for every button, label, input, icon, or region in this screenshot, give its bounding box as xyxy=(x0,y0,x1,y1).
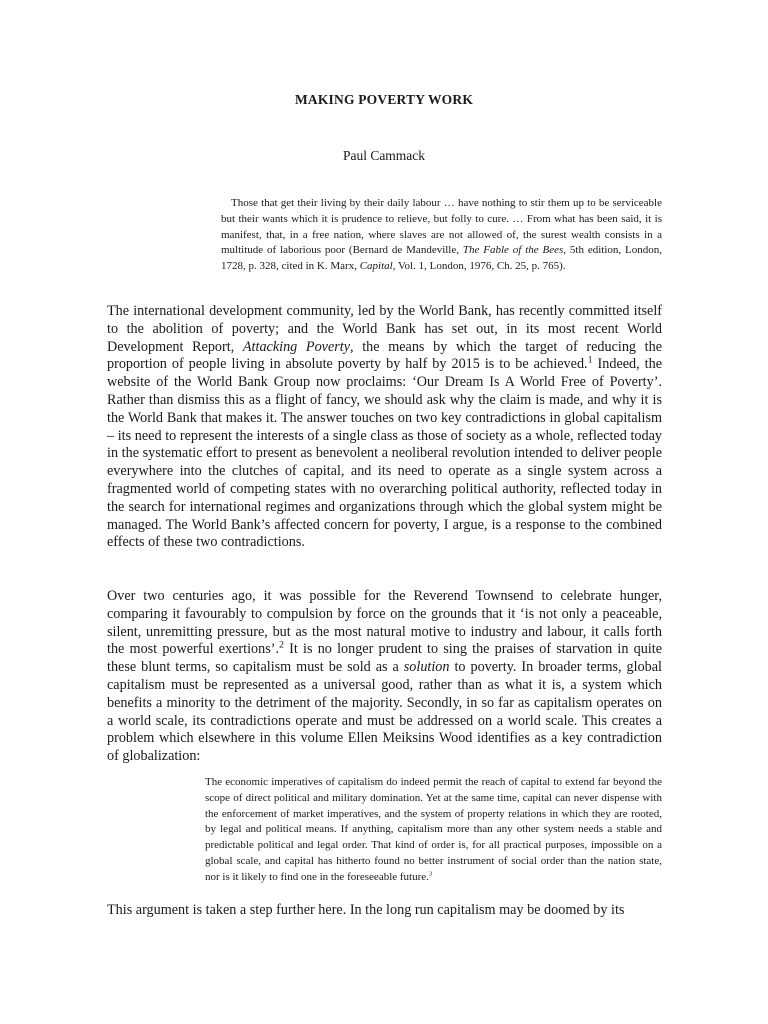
footnote-ref-3[interactable]: 3 xyxy=(428,870,433,878)
epigraph xyxy=(221,196,662,275)
epigraph-text xyxy=(221,196,662,275)
paragraph-1 xyxy=(107,303,662,552)
block-quotation-text: The economic imperatives of capitalism do indeed permit the reach of capital to extend far beyond the scope of direct political and military domination. Yet at the same time, capital can never dispense with the enforcement of market imperatives, and the system of property relations in which they are rooted, by legal and political means. If anything, capitalism more than any other system needs a stable and predictable political and legal order. That kind of order is, for all practical purposes, impossible on a global scale, and capital has hitherto found no better instrument of social order than the nation state, nor is it likely to find one in the foreseeable future. xyxy=(205,776,662,883)
author-name: Paul Cammack xyxy=(342,148,426,163)
solution-emphasis: solution xyxy=(403,659,450,676)
epigraph-capital-title: Capital xyxy=(359,260,393,273)
paragraph-3 xyxy=(107,902,662,920)
epigraph-book-title: The Fable of the Bees xyxy=(462,244,564,257)
paragraph-2 xyxy=(107,588,662,766)
paragraph-1-part-3: Indeed, the website of the World Bank Group now proclaims: ‘Our Dream Is A World Free of Poverty’. Rather than dismiss this as a flight of fancy, we should ask why the claim is made, and why it is the World Bank that makes it. The answer touches on two key contradictions in global capitalism – its need to represent the interests of a single class as those of society as a whole, reflected today in the systematic effort to present as benevolent a neoliberal revolution intended to deliver people everywhere into the clutches of capital, and its need to operate as a single system across a fragmented world of competing states with no overarching political authority, reflected today in the search for international regimes and organizations through which the global system might be managed. The World Bank’s affected concern for poverty, I argue, is a response to the combined effects of these two contradictions. xyxy=(107,356,662,551)
paragraph-1-part-1: The international development community, led by the World Bank, has recently committed itself to the abolition of poverty; and the World Bank has set out, in its most recent World Development Report, xyxy=(107,303,662,355)
paragraph-3-text: This argument is taken a step further here. In the long run capitalism may be doomed by its xyxy=(107,902,625,918)
footnote-ref-2[interactable]: 2 xyxy=(279,639,284,651)
footnote-ref-1[interactable]: 1 xyxy=(587,354,593,366)
block-quotation xyxy=(205,775,662,886)
paragraph-2-part-2: It is no longer prudent to sing the praises of starvation in quite these blunt terms, so capitalism must be sold as a xyxy=(107,641,663,676)
paragraph-2-part-3: to poverty. In broader terms, global capitalism must be represented as a universal good, rather than as what it is, a system which benefits a minority to the detriment of the majority. Secondly, in so far as capitalism operates on a world scale, its contradictions operate and must be addressed on a world scale. This creates a problem which elsewhere in this volume Ellen Meiksins Wood identifies as a key contradiction of globalization: xyxy=(107,659,662,765)
report-title: Attacking Poverty xyxy=(242,338,351,355)
epigraph-text-part-2: , 5th edition, London, 1728, p. 328, cited in K. Marx, xyxy=(221,244,662,273)
paragraph-1-part-2: , the means by which the target of reducing the proportion of people living in absolute poverty by half by 2015 is to be achieved. xyxy=(107,338,662,373)
paragraph-2-part-1: Over two centuries ago, it was possible for the Reverend Townsend to celebrate hunger, comparing it favourably to compulsion by force on the grounds that it ‘is not only a peaceable, silent, unremitting pressure, but as the most natural motive to industry and labour, it calls forth the most powerful exertions’. xyxy=(107,588,662,658)
epigraph-text-part-1: Those that get their living by their daily labour … have nothing to stir them up to be serviceable but their wants which it is prudence to relieve, but folly to cure. … From what has been said, it is manifest, that, in a free nation, where slaves are not allowed of, the surest wealth consists in a multitude of laborious poor (Bernard de Mandeville, xyxy=(221,197,662,257)
epigraph-text-part-3: , Vol. 1, London, 1976, Ch. 25, p. 765). xyxy=(392,260,566,273)
document-title: MAKING POVERTY WORK xyxy=(294,92,474,107)
